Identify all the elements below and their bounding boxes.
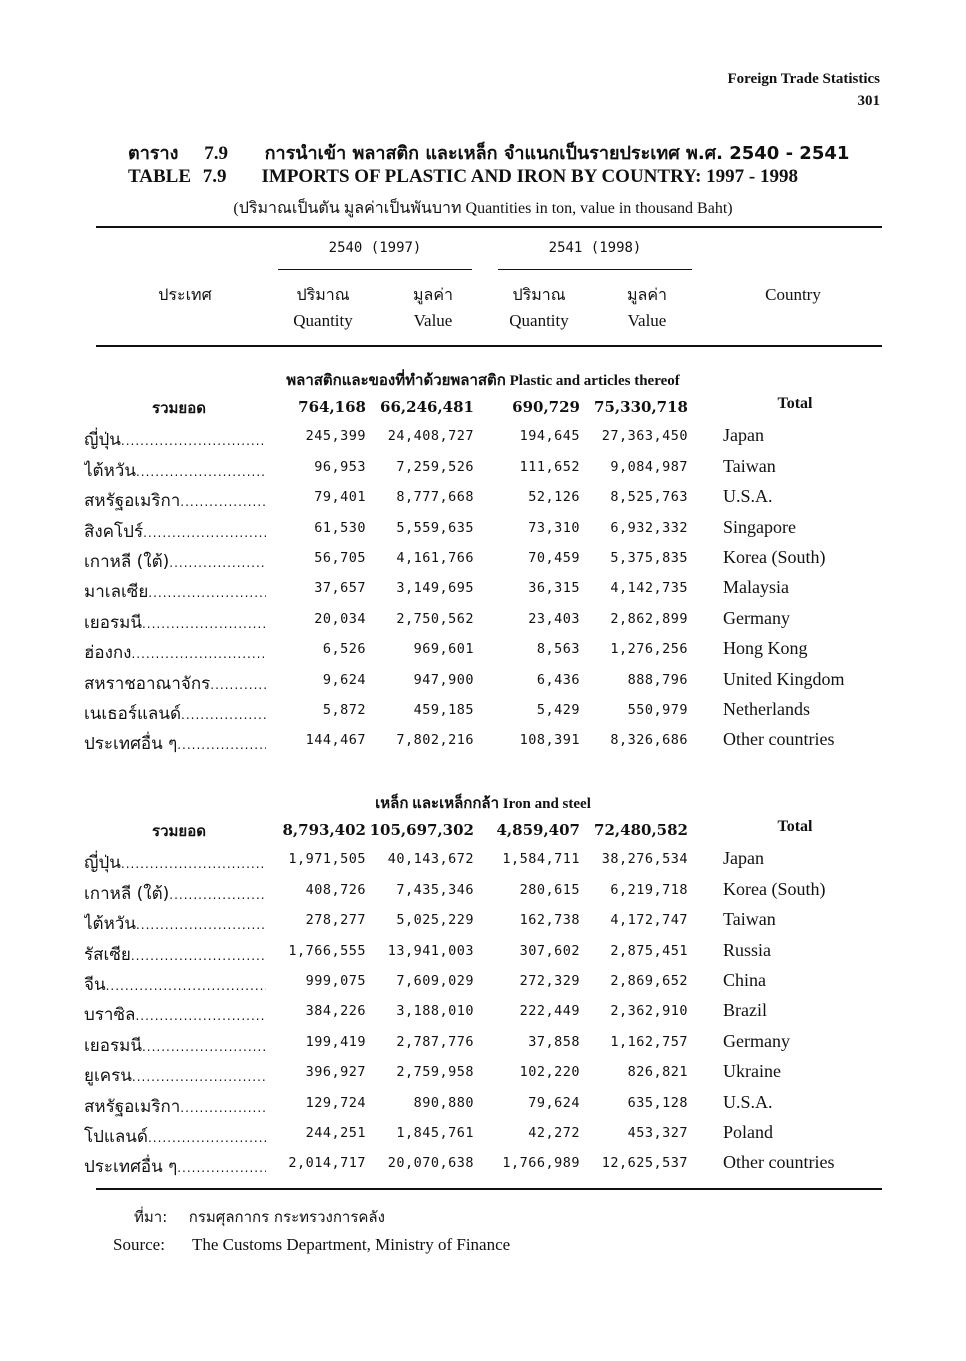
quantity-1997-cell: 764,168 <box>298 398 366 416</box>
country-english-cell: Total <box>777 818 813 835</box>
title-en-text: IMPORTS OF PLASTIC AND IRON BY COUNTRY: 1997 - 1998 <box>261 166 799 187</box>
country-thai-cell: สหรัฐอเมริกา ..... <box>84 1093 266 1120</box>
quantity-1998-cell: 79,624 <box>528 1094 580 1111</box>
country-thai-cell: เยอรมนี ..... <box>84 609 266 636</box>
table-row <box>0 849 966 879</box>
country-english-heading: Country <box>765 285 821 304</box>
quantity-1997-cell: 999,075 <box>305 973 366 989</box>
quantity-1997-cell: 408,726 <box>305 881 366 898</box>
year-2-heading: 2541 (1998) <box>548 240 642 256</box>
value-1997-cell: 66,246,481 <box>380 398 474 416</box>
year-2-underline <box>498 269 692 270</box>
quantity-1997-cell: 96,953 <box>314 458 366 475</box>
country-thai-cell: โปแลนด์ ..... <box>84 1123 266 1150</box>
country-thai-heading: ประเทศ <box>158 285 212 304</box>
value-1997-cell: 4,161,766 <box>396 550 474 566</box>
country-english-cell: Ukraine <box>723 1061 781 1082</box>
value-1998-cell: 6,219,718 <box>610 881 688 898</box>
table-row <box>0 639 966 669</box>
table-subtitle: (ปริมาณเป็นตัน มูลค่าเป็นพันบาท Quantities in ton, value in thousand Baht) <box>233 200 733 217</box>
quantity-1997-cell: 245,399 <box>305 428 366 445</box>
quantity-1998-cell: 690,729 <box>512 398 580 416</box>
quantity-1998-cell: 37,858 <box>528 1033 580 1050</box>
value-1997-cell: 7,802,216 <box>396 732 474 749</box>
value-1997-cell: 24,408,727 <box>387 428 474 445</box>
country-english-cell: China <box>723 970 766 990</box>
country-english-cell: Singapore <box>723 516 796 537</box>
country-english-cell: U.S.A. <box>723 1091 773 1112</box>
country-english-cell: Korea (South) <box>723 547 826 567</box>
quantity-1997-cell: 244,251 <box>305 1125 366 1141</box>
value-1997-cell: 5,559,635 <box>396 519 474 536</box>
country-english-cell: Netherlands <box>723 699 810 719</box>
country-thai-cell: สหราชอาณาจักร ..... <box>84 670 266 697</box>
table-row <box>0 730 966 760</box>
value-1998-cell: 550,979 <box>627 702 688 718</box>
country-english-cell: Total <box>777 395 813 412</box>
year-1-heading: 2540 (1997) <box>328 240 422 256</box>
country-thai-cell: เกาหลี (ใต้) ..... <box>84 880 266 907</box>
country-english-cell: Other countries <box>723 1152 835 1173</box>
quantity-1997-cell: 278,277 <box>305 912 366 929</box>
quantity-1997-cell: 20,034 <box>314 610 366 627</box>
val-1-heading <box>380 282 486 334</box>
country-thai-cell: สหรัฐอเมริกา ..... <box>84 487 266 514</box>
country-english-cell: Taiwan <box>723 455 776 476</box>
value-1998-cell: 2,869,652 <box>610 973 688 989</box>
table-row <box>0 670 966 700</box>
value-1997-cell: 20,070,638 <box>387 1155 474 1172</box>
country-thai-cell: เนเธอร์แลนด์ ..... <box>84 700 266 727</box>
country-thai-cell: รวมยอด <box>152 399 206 417</box>
source-thai-label: ที่มา: <box>134 1208 168 1226</box>
value-1997-cell: 13,941,003 <box>387 942 474 959</box>
country-english-cell: Hong Kong <box>723 638 808 659</box>
table-row <box>0 880 966 910</box>
country-english-cell: Germany <box>723 1030 790 1051</box>
quantity-1997-cell: 9,624 <box>322 671 366 688</box>
value-1998-cell: 4,142,735 <box>610 580 688 597</box>
country-english-cell: United Kingdom <box>723 668 845 689</box>
val-2-heading-en: Value <box>627 311 667 330</box>
value-1998-cell: 75,330,718 <box>594 398 688 416</box>
page-header <box>728 68 881 112</box>
section-title-plastic: พลาสติกและของที่ทำด้วยพลาสติก Plastic and articles thereof <box>286 373 680 389</box>
value-1998-cell: 2,862,899 <box>610 610 688 627</box>
country-english-cell: Russia <box>723 939 772 960</box>
quantity-1997-cell: 199,419 <box>305 1033 366 1050</box>
value-1998-cell: 1,162,757 <box>610 1033 688 1050</box>
table-row <box>0 1123 966 1153</box>
country-thai-cell: จีน ..... <box>84 971 266 998</box>
value-1997-cell: 7,609,029 <box>396 973 474 989</box>
quantity-1998-cell: 42,272 <box>528 1125 580 1141</box>
source-english <box>113 1235 510 1255</box>
table-total-row <box>0 819 966 849</box>
country-thai-cell: ประเทศอื่น ๆ ..... <box>84 1153 266 1180</box>
country-thai-cell: บราซิล ..... <box>84 1001 266 1028</box>
table-row <box>0 910 966 940</box>
quantity-1997-cell: 8,793,402 <box>282 821 366 839</box>
val-1-heading-en: Value <box>413 311 453 330</box>
page-number: 301 <box>857 93 880 109</box>
section-title-iron-steel: เหล็ก และเหล็กกล้า Iron and steel <box>375 796 591 812</box>
quantity-1998-cell: 102,220 <box>519 1064 580 1081</box>
table-title-thai <box>128 138 849 167</box>
table-total-row <box>0 396 966 426</box>
country-thai-cell: รัสเซีย ..... <box>84 941 266 968</box>
country-english-cell: Japan <box>723 425 764 446</box>
value-1998-cell: 8,525,763 <box>610 489 688 506</box>
quantity-1998-cell: 162,738 <box>519 912 580 929</box>
title-thai-number: 7.9 <box>204 143 229 164</box>
qty-1-heading-en: Quantity <box>293 311 353 330</box>
quantity-1998-cell: 111,652 <box>519 458 580 475</box>
quantity-1997-cell: 79,401 <box>314 489 366 506</box>
value-1997-cell: 7,259,526 <box>396 458 474 475</box>
quantity-1998-cell: 70,459 <box>528 550 580 566</box>
year-1-underline <box>278 269 472 270</box>
qty-1-heading <box>270 282 376 334</box>
value-1998-cell: 888,796 <box>627 671 688 688</box>
quantity-1998-cell: 4,859,407 <box>496 821 580 839</box>
value-1997-cell: 947,900 <box>413 671 474 688</box>
quantity-1997-cell: 396,927 <box>305 1064 366 1081</box>
value-1997-cell: 5,025,229 <box>396 912 474 929</box>
country-english-cell: Germany <box>723 607 790 628</box>
table-row <box>0 971 966 1001</box>
value-1998-cell: 38,276,534 <box>601 851 688 868</box>
quantity-1998-cell: 108,391 <box>519 732 580 749</box>
quantity-1998-cell: 52,126 <box>528 489 580 506</box>
table-row <box>0 1093 966 1123</box>
value-1997-cell: 969,601 <box>413 641 474 658</box>
table-row <box>0 548 966 578</box>
table-row <box>0 578 966 608</box>
table-row <box>0 1153 966 1183</box>
country-english-cell: Poland <box>723 1122 774 1142</box>
source-thai <box>134 1205 385 1229</box>
table-row <box>0 487 966 517</box>
val-2-heading-th: มูลค่า <box>626 285 668 304</box>
value-1997-cell: 890,880 <box>413 1094 474 1111</box>
quantity-1998-cell: 1,584,711 <box>502 851 580 868</box>
quantity-1997-cell: 2,014,717 <box>288 1155 366 1172</box>
quantity-1998-cell: 1,766,989 <box>502 1155 580 1172</box>
table-row <box>0 1062 966 1092</box>
country-thai-cell: เยอรมนี ..... <box>84 1032 266 1059</box>
quantity-1998-cell: 194,645 <box>519 428 580 445</box>
bottom-rule <box>96 1188 882 1190</box>
qty-2-heading-en: Quantity <box>509 311 569 330</box>
quantity-1998-cell: 73,310 <box>528 519 580 536</box>
table-row <box>0 1032 966 1062</box>
country-english-cell: Japan <box>723 848 764 869</box>
qty-2-heading-th: ปริมาณ <box>512 285 566 304</box>
country-english-cell: Malaysia <box>723 577 789 598</box>
value-1998-cell: 8,326,686 <box>610 732 688 749</box>
qty-1-heading-th: ปริมาณ <box>296 285 350 304</box>
publication-name: Foreign Trade Statistics <box>727 71 880 87</box>
value-1997-cell: 2,750,562 <box>396 610 474 627</box>
country-thai-cell: ยูเครน ..... <box>84 1062 266 1089</box>
quantity-1997-cell: 6,526 <box>322 641 366 658</box>
value-1997-cell: 2,787,776 <box>396 1033 474 1050</box>
value-1998-cell: 27,363,450 <box>601 428 688 445</box>
value-1997-cell: 2,759,958 <box>396 1064 474 1081</box>
quantity-1998-cell: 5,429 <box>536 702 580 718</box>
val-1-heading-th: มูลค่า <box>412 285 454 304</box>
value-1997-cell: 7,435,346 <box>396 881 474 898</box>
title-en-label: TABLE <box>128 166 192 187</box>
table-title-english <box>128 166 798 188</box>
title-thai-text: การนำเข้า พลาสติก และเหล็ก จำแนกเป็นรายประเทศ พ.ศ. 2540 - 2541 <box>264 143 850 164</box>
quantity-1997-cell: 56,705 <box>314 550 366 566</box>
value-1998-cell: 2,362,910 <box>610 1003 688 1020</box>
table-row <box>0 700 966 730</box>
top-rule <box>96 226 882 228</box>
table-row <box>0 609 966 639</box>
title-thai-label: ตาราง <box>128 143 179 164</box>
quantity-1998-cell: 222,449 <box>519 1003 580 1020</box>
quantity-1998-cell: 272,329 <box>519 973 580 989</box>
quantity-1998-cell: 8,563 <box>536 641 580 658</box>
value-1998-cell: 5,375,835 <box>610 550 688 566</box>
country-english-cell: U.S.A. <box>723 486 773 507</box>
country-thai-cell: ญี่ปุ่น ..... <box>84 426 266 453</box>
quantity-1997-cell: 37,657 <box>314 580 366 597</box>
value-1997-cell: 8,777,668 <box>396 489 474 506</box>
table-row <box>0 457 966 487</box>
quantity-1997-cell: 5,872 <box>322 702 366 718</box>
value-1998-cell: 12,625,537 <box>601 1155 688 1172</box>
value-1997-cell: 3,149,695 <box>396 580 474 597</box>
country-english-cell: Taiwan <box>723 909 776 930</box>
country-thai-cell: ประเทศอื่น ๆ ..... <box>84 730 266 757</box>
quantity-1998-cell: 6,436 <box>536 671 580 688</box>
value-1997-cell: 459,185 <box>413 702 474 718</box>
value-1998-cell: 635,128 <box>627 1094 688 1111</box>
value-1998-cell: 1,276,256 <box>610 641 688 658</box>
source-english-label: Source: <box>113 1235 165 1254</box>
value-1998-cell: 2,875,451 <box>610 942 688 959</box>
val-2-heading <box>594 282 700 334</box>
value-1998-cell: 9,084,987 <box>610 458 688 475</box>
country-thai-cell: ฮ่องกง ..... <box>84 639 266 666</box>
quantity-1997-cell: 1,971,505 <box>288 851 366 868</box>
quantity-1998-cell: 36,315 <box>528 580 580 597</box>
value-1998-cell: 72,480,582 <box>594 821 688 839</box>
table-row <box>0 518 966 548</box>
header-bottom-rule <box>96 345 882 347</box>
source-english-text: The Customs Department, Ministry of Finance <box>191 1235 511 1254</box>
country-thai-cell: เกาหลี (ใต้) ..... <box>84 548 266 575</box>
table-row <box>0 1001 966 1031</box>
country-thai-cell: มาเลเซีย ..... <box>84 578 266 605</box>
country-thai-cell: ไต้หวัน ..... <box>84 910 266 937</box>
country-thai-cell: ญี่ปุ่น ..... <box>84 849 266 876</box>
country-thai-cell: รวมยอด <box>152 822 206 840</box>
quantity-1997-cell: 144,467 <box>305 732 366 749</box>
country-thai-cell: สิงคโปร์ ..... <box>84 518 266 545</box>
country-english-cell: Other countries <box>723 729 835 750</box>
value-1997-cell: 3,188,010 <box>396 1003 474 1020</box>
source-thai-text: กรมศุลกากร กระทรวงการคลัง <box>188 1208 385 1226</box>
value-1998-cell: 826,821 <box>627 1064 688 1081</box>
value-1997-cell: 1,845,761 <box>396 1125 474 1141</box>
country-thai-cell: ไต้หวัน ..... <box>84 457 266 484</box>
value-1998-cell: 6,932,332 <box>610 519 688 536</box>
title-en-number: 7.9 <box>202 166 227 187</box>
quantity-1997-cell: 61,530 <box>314 519 366 536</box>
qty-2-heading <box>486 282 592 334</box>
table-row <box>0 426 966 456</box>
country-english-cell: Korea (South) <box>723 878 826 899</box>
quantity-1997-cell: 1,766,555 <box>288 942 366 959</box>
value-1997-cell: 105,697,302 <box>369 821 474 839</box>
quantity-1998-cell: 280,615 <box>519 881 580 898</box>
value-1998-cell: 453,327 <box>627 1125 688 1141</box>
value-1998-cell: 4,172,747 <box>610 912 688 929</box>
table-row <box>0 941 966 971</box>
quantity-1997-cell: 384,226 <box>305 1003 366 1020</box>
quantity-1998-cell: 307,602 <box>519 942 580 959</box>
quantity-1998-cell: 23,403 <box>528 610 580 627</box>
value-1997-cell: 40,143,672 <box>387 851 474 868</box>
quantity-1997-cell: 129,724 <box>305 1094 366 1111</box>
country-english-cell: Brazil <box>723 1000 767 1021</box>
